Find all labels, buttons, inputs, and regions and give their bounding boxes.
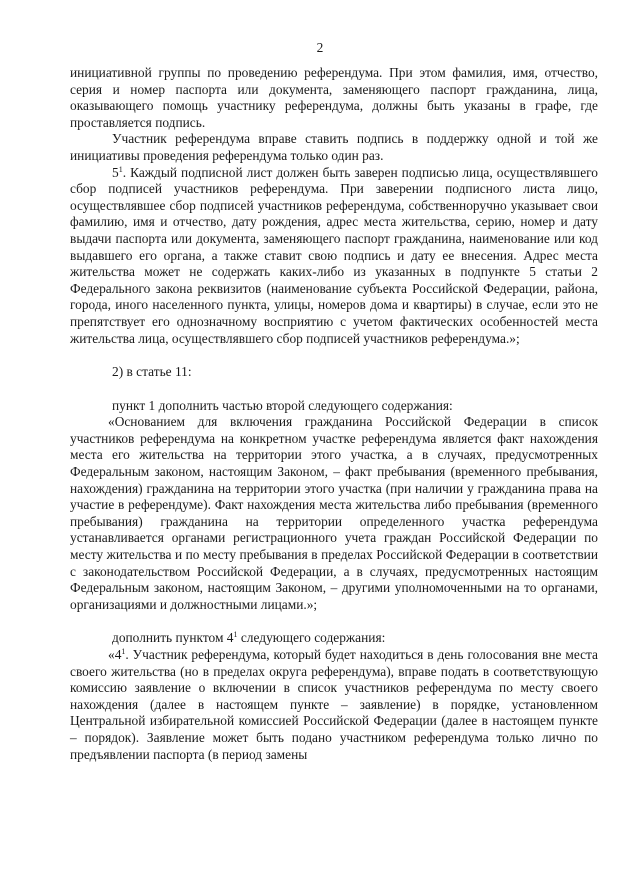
page-number: 2 [316, 40, 324, 55]
paragraph-point-4-1-text [70, 647, 598, 763]
paragraph-signature-once: Участник референдума вправе ставить подпись в поддержку одной и той же инициативы проведения референдума только один раз. [70, 131, 598, 163]
paragraph-point-1: пункт 1 дополнить частью второй следующего содержания: [112, 397, 453, 413]
paragraph-continuation: инициативной группы по проведению референдума. При этом фамилия, имя, отчество, серия и номер паспорта или документа, заменяющего паспорт гражданина, лица, оказывающего помощь участнику референдума, должны быть указаны в графе, где проставляется подпись. [70, 65, 598, 130]
document-body [70, 65, 598, 763]
item-number: 5 [112, 164, 119, 180]
paragraph-article-11: 2) в статье 11: [112, 364, 192, 380]
paragraph-item-5-1 [70, 165, 598, 348]
item-text: . Каждый подписной лист должен быть заверен подписью лица, осуществлявшего сбор подписей участников референдума. При заверении подписного листа лицо, осуществлявшее сбор подписей участников референдума, собственноручно указывает свои фамилию, имя и отчество, дату рождения, адрес места жительства, серию, номер и дату выдачи паспорта или документа, заменяющего паспорт гражданина, наименование или код выдавшего его органа, а также ставит свою подпись и дату ее внесения. Адрес места жительства может не содержать каких-либо из указанных в подпункте 5 статьи 2 Федерального закона реквизитов (наименование субъекта Российской Федерации, района, города, иного населенного пункта, улицы, номеров дома и квартиры) в случае, если это не препятствует его однозначному восприятию с учетом фактических особенностей места жительства лица, осуществлявшего сбор подписей участников референдума.»; [70, 164, 598, 346]
item-superscript: 1 [121, 647, 126, 656]
point-superscript: 1 [233, 630, 238, 640]
paragraph-add-point-4-1: дополнить пунктом $4^1$ следующего содержания: [112, 630, 386, 646]
item-superscript: 1 [118, 164, 123, 174]
item-text: . Участник референдума, который будет находиться в день голосования вне места своего жительства (но в пределах округа референдума), вправе подать в соответствующую комиссию заявление о включении в список участников референдума по месту своего нахождения (далее в настоящем пункте – заявление) в порядке, установленном Центральной избирательной комиссией Российской Федерации (далее в настоящем пункте – порядок). Заявление может быть подано участником референдума только лично по предъявлении паспорта (в период замены [70, 647, 598, 762]
paragraph-quote-basis: «Основанием для включения гражданина Российской Федерации в список участников референдума на конкретном участке референдума является факт нахождения места его жительства на территории этого участка, а в случаях, предусмотренных Федеральным законом, настоящим Законом, – факт пребывания (временного пребывания, нахождения) гражданина на территории этого участка (при наличии у гражданина права на участие в референдуме). Факт нахождения места жительства либо пребывания (временного пребывания) гражданина на территории определенного участка референдума устанавливается органами регистрационного учета граждан Российской Федерации по месту жительства и по месту пребывания в пределах Российской Федерации в соответствии с законодательством Российской Федерации, а в случаях, предусмотренных настоящим Федеральным законом, настоящим Законом, – другими уполномоченными на то органами, организациями и должностными лицами.»; [70, 414, 598, 612]
item-number: «4 [108, 647, 122, 662]
